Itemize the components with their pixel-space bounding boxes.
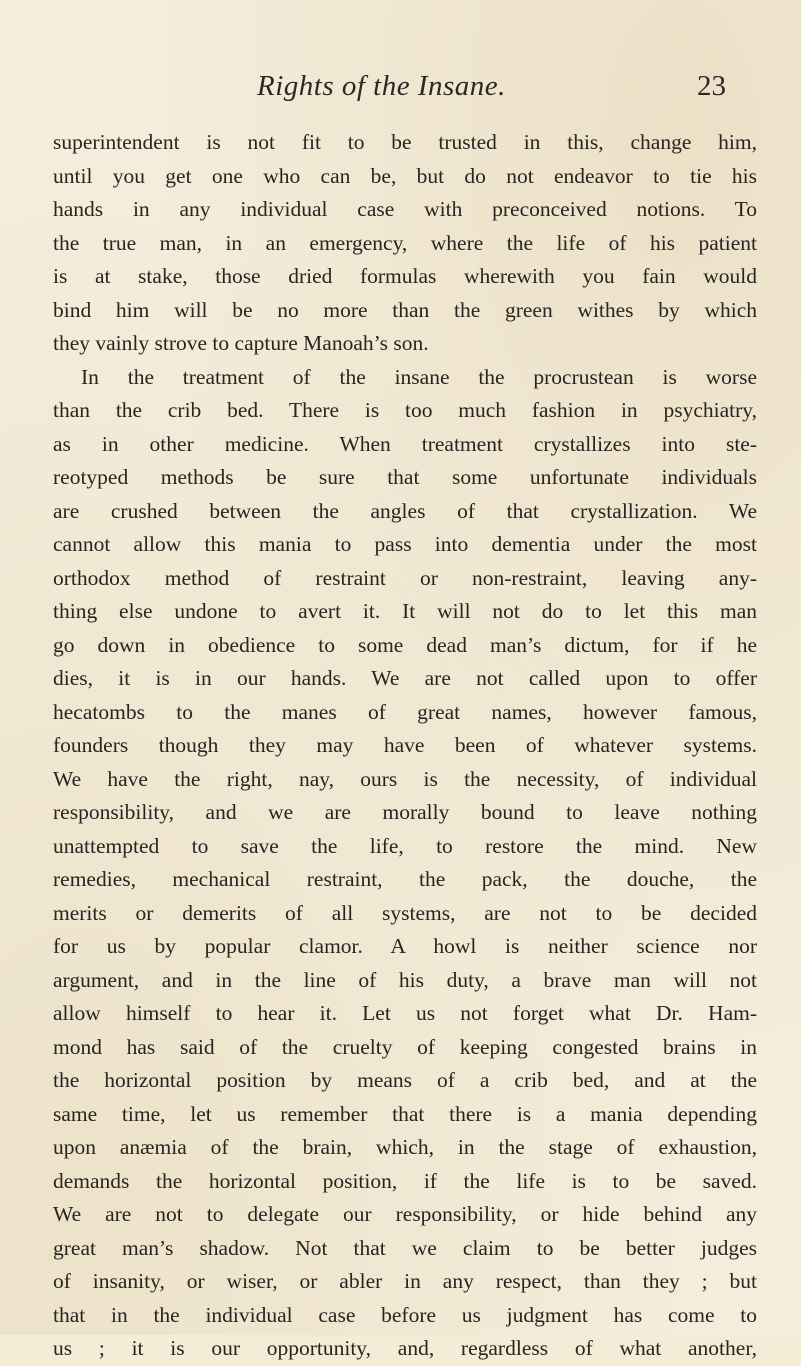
text-line: dies, it is in our hands. We are not called upon to offer (53, 666, 757, 690)
text-line: the true man, in an emergency, where the life of his patient (53, 230, 757, 255)
text-line: allow himself to hear it. Let us not forget what Dr. Ham- (53, 1001, 757, 1025)
text-line: orthodox method of restraint or non-restraint, leaving any- (53, 565, 757, 590)
text-line: upon anæmia of the brain, which, in the stage of exhaustion, (53, 1135, 757, 1159)
text-line: than the crib bed. There is too much fashion in psychiatry, (53, 398, 757, 422)
text-line: as in other medicine. When treatment crystallizes into ste- (53, 431, 757, 456)
text-line: In the treatment of the insane the procrustean is worse (81, 364, 757, 389)
text-line: thing else undone to avert it. It will not do to let this man (53, 599, 757, 623)
text-line: for us by popular clamor. A howl is neither science nor (53, 934, 757, 958)
text-line: We are not to delegate our responsibility, or hide behind any (53, 1202, 757, 1226)
text-line: go down in obedience to some dead man’s dictum, for if he (53, 632, 757, 657)
text-line: hecatombs to the manes of great names, however famous, (53, 699, 757, 724)
text-line: cannot allow this mania to pass into dementia under the most (53, 532, 757, 556)
text-line: responsibility, and we are morally bound to leave nothing (53, 800, 757, 824)
text-line: unattempted to save the life, to restore the mind. New (53, 833, 757, 858)
text-line: that in the individual case before us judgment has come to (53, 1302, 757, 1327)
text-line: they vainly strove to capture Manoah’s son. (53, 331, 429, 355)
body-text (53, 126, 757, 1366)
page-number: 23 (697, 70, 726, 102)
text-line: We have the right, nay, ours is the necessity, of individual (53, 766, 757, 791)
text-line: mond has said of the cruelty of keeping congested brains in (53, 1034, 757, 1059)
text-line: demands the horizontal position, if the life is to be saved. (53, 1168, 757, 1193)
text-line: great man’s shadow. Not that we claim to be better judges (53, 1235, 757, 1260)
text-line: founders though they may have been of whatever systems. (53, 733, 757, 757)
text-line: of insanity, or wiser, or abler in any respect, than they ; but (53, 1269, 757, 1293)
text-line: is at stake, those dried formulas wherewith you fain would (53, 264, 757, 288)
text-line: remedies, mechanical restraint, the pack, the douche, the (53, 867, 757, 891)
text-line: reotyped methods be sure that some unfortunate individuals (53, 465, 757, 489)
text-line: bind him will be no more than the green withes by which (53, 297, 757, 322)
text-line: hands in any individual case with preconceived notions. To (53, 197, 757, 221)
text-line: the horizontal position by means of a crib bed, and at the (53, 1068, 757, 1092)
text-line: merits or demerits of all systems, are not to be decided (53, 900, 757, 925)
text-line: are crushed between the angles of that crystallization. We (53, 498, 757, 523)
text-line: same time, let us remember that there is a mania depending (53, 1101, 757, 1126)
page-header (0, 70, 801, 110)
text-line: superintendent is not fit to be trusted in this, change him, (53, 130, 757, 154)
running-title: Rights of the Insane. (257, 70, 506, 102)
text-line: until you get one who can be, but do not endeavor to tie his (53, 163, 757, 188)
text-line: argument, and in the line of his duty, a brave man will not (53, 967, 757, 992)
text-line: us ; it is our opportunity, and, regardless of what another, (53, 1336, 757, 1360)
